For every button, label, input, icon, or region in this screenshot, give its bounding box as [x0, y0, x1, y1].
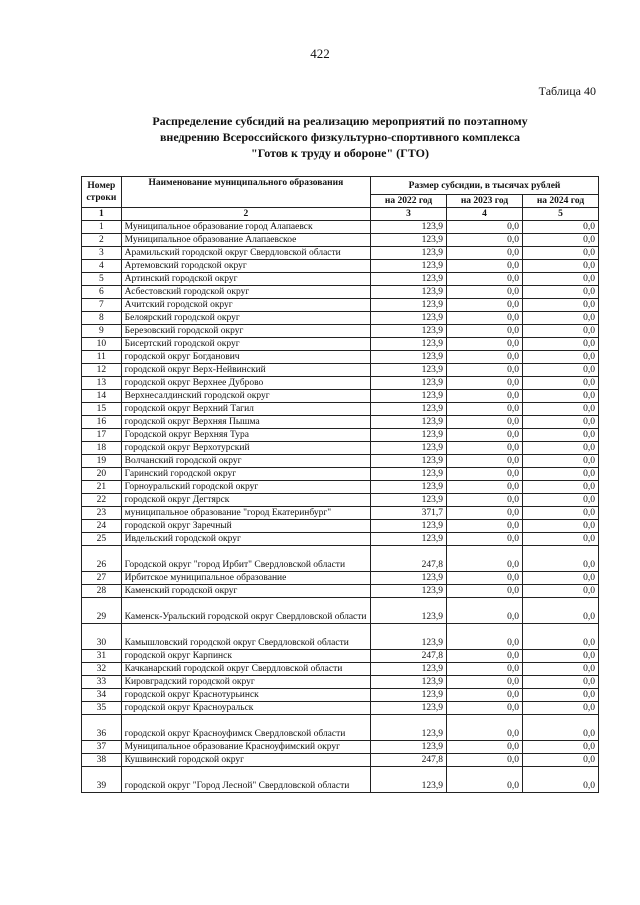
row-number-cell: 39	[82, 767, 122, 793]
subsidy-2024-cell: 0,0	[522, 572, 598, 585]
row-number-cell: 35	[82, 702, 122, 715]
municipality-name-cell: Ивдельский городской округ	[121, 533, 370, 546]
municipality-name-cell: городской округ Красноуфимск Свердловской области	[121, 715, 370, 741]
row-number-cell: 4	[82, 260, 122, 273]
municipality-name-cell: городской округ Красноуральск	[121, 702, 370, 715]
subsidy-2023-cell: 0,0	[447, 585, 523, 598]
table-row	[82, 767, 599, 793]
row-number-cell: 31	[82, 650, 122, 663]
subsidy-2023-cell: 0,0	[447, 247, 523, 260]
row-number-cell: 34	[82, 689, 122, 702]
title-line: "Готов к труду и обороне" (ГТО)	[251, 146, 429, 160]
subsidy-2022-cell: 247,8	[371, 754, 447, 767]
row-number-cell: 30	[82, 624, 122, 650]
header-row-number	[82, 177, 122, 208]
table-row	[82, 715, 599, 741]
header-2024: на 2024 год	[522, 195, 598, 208]
row-number-cell: 14	[82, 390, 122, 403]
subsidy-2023-cell: 0,0	[447, 442, 523, 455]
subsidy-2023-cell: 0,0	[447, 546, 523, 572]
subsidy-2024-cell: 0,0	[522, 416, 598, 429]
table-row	[82, 403, 599, 416]
subsidy-2022-cell: 123,9	[371, 338, 447, 351]
header-col-number: 5	[522, 208, 598, 221]
subsidy-2024-cell: 0,0	[522, 481, 598, 494]
subsidy-2024-cell: 0,0	[522, 273, 598, 286]
municipality-name-cell: Муниципальное образование Красноуфимский округ	[121, 741, 370, 754]
subsidy-2023-cell: 0,0	[447, 299, 523, 312]
municipality-name-cell: городской округ Карпинск	[121, 650, 370, 663]
table-row	[82, 624, 599, 650]
municipality-name-cell: Кировградский городской округ	[121, 676, 370, 689]
row-number-cell: 36	[82, 715, 122, 741]
subsidy-2024-cell: 0,0	[522, 468, 598, 481]
header-row-number-line: Номер	[87, 181, 116, 191]
municipality-name-cell: Горноуральский городской округ	[121, 481, 370, 494]
subsidy-2023-cell: 0,0	[447, 520, 523, 533]
table-row	[82, 273, 599, 286]
row-number-cell: 17	[82, 429, 122, 442]
municipality-name-cell: Муниципальное образование Алапаевское	[121, 234, 370, 247]
row-number-cell: 10	[82, 338, 122, 351]
table-row	[82, 702, 599, 715]
subsidy-2022-cell: 123,9	[371, 481, 447, 494]
subsidy-2022-cell: 123,9	[371, 455, 447, 468]
table-row	[82, 663, 599, 676]
subsidy-2023-cell: 0,0	[447, 507, 523, 520]
subsidy-2024-cell: 0,0	[522, 338, 598, 351]
table-row	[82, 442, 599, 455]
subsidy-2022-cell: 123,9	[371, 572, 447, 585]
subsidy-2024-cell: 0,0	[522, 533, 598, 546]
subsidy-2022-cell: 123,9	[371, 715, 447, 741]
subsidy-2023-cell: 0,0	[447, 429, 523, 442]
municipality-name-cell: городской округ Верх-Нейвинский	[121, 364, 370, 377]
subsidy-2024-cell: 0,0	[522, 702, 598, 715]
row-number-cell: 13	[82, 377, 122, 390]
row-number-cell: 29	[82, 598, 122, 624]
page-number: 422	[310, 46, 330, 61]
municipality-name-cell: Верхнесалдинский городской округ	[121, 390, 370, 403]
table-row	[82, 234, 599, 247]
subsidy-2022-cell: 123,9	[371, 273, 447, 286]
table-row	[82, 325, 599, 338]
row-number-cell: 33	[82, 676, 122, 689]
subsidy-2023-cell: 0,0	[447, 377, 523, 390]
subsidy-2022-cell: 123,9	[371, 429, 447, 442]
subsidy-2023-cell: 0,0	[447, 416, 523, 429]
subsidy-2022-cell: 123,9	[371, 741, 447, 754]
table-row	[82, 741, 599, 754]
table-row	[82, 676, 599, 689]
subsidy-2023-cell: 0,0	[447, 351, 523, 364]
table-row	[82, 390, 599, 403]
subsidy-2023-cell: 0,0	[447, 468, 523, 481]
table-row	[82, 351, 599, 364]
header-name: Наименование муниципального образования	[121, 177, 370, 208]
row-number-cell: 27	[82, 572, 122, 585]
subsidy-table	[81, 176, 599, 793]
subsidy-2022-cell: 123,9	[371, 364, 447, 377]
header-col-number: 1	[82, 208, 122, 221]
subsidy-2024-cell: 0,0	[522, 689, 598, 702]
municipality-name-cell: Каменский городской округ	[121, 585, 370, 598]
subsidy-2024-cell: 0,0	[522, 546, 598, 572]
subsidy-2022-cell: 123,9	[371, 520, 447, 533]
subsidy-2022-cell: 123,9	[371, 403, 447, 416]
header-col-number: 4	[447, 208, 523, 221]
row-number-cell: 28	[82, 585, 122, 598]
municipality-name-cell: городской округ Заречный	[121, 520, 370, 533]
row-number-cell: 32	[82, 663, 122, 676]
subsidy-2023-cell: 0,0	[447, 715, 523, 741]
subsidy-2024-cell: 0,0	[522, 598, 598, 624]
table-row	[82, 429, 599, 442]
table-row	[82, 481, 599, 494]
row-number-cell: 18	[82, 442, 122, 455]
table-row	[82, 338, 599, 351]
table-label: Таблица 40	[538, 84, 596, 98]
subsidy-2022-cell: 123,9	[371, 351, 447, 364]
header-2022: на 2022 год	[371, 195, 447, 208]
subsidy-2024-cell: 0,0	[522, 455, 598, 468]
subsidy-2023-cell: 0,0	[447, 364, 523, 377]
municipality-name-cell: городской округ Верхний Тагил	[121, 403, 370, 416]
table-row	[82, 572, 599, 585]
subsidy-2024-cell: 0,0	[522, 234, 598, 247]
subsidy-2022-cell: 123,9	[371, 221, 447, 234]
table-row	[82, 689, 599, 702]
table-row	[82, 455, 599, 468]
row-number-cell: 15	[82, 403, 122, 416]
row-number-cell: 20	[82, 468, 122, 481]
row-number-cell: 9	[82, 325, 122, 338]
subsidy-2024-cell: 0,0	[522, 429, 598, 442]
subsidy-2024-cell: 0,0	[522, 767, 598, 793]
row-number-cell: 12	[82, 364, 122, 377]
table-row	[82, 286, 599, 299]
header-subsidy-group: Размер субсидии, в тысячах рублей	[371, 177, 599, 195]
row-number-cell: 24	[82, 520, 122, 533]
municipality-name-cell: Белоярский городской округ	[121, 312, 370, 325]
row-number-cell: 2	[82, 234, 122, 247]
table-row	[82, 546, 599, 572]
subsidy-2022-cell: 123,9	[371, 390, 447, 403]
subsidy-2023-cell: 0,0	[447, 598, 523, 624]
municipality-name-cell: городской округ "Город Лесной" Свердловской области	[121, 767, 370, 793]
subsidy-2022-cell: 123,9	[371, 325, 447, 338]
table-row	[82, 494, 599, 507]
subsidy-2023-cell: 0,0	[447, 338, 523, 351]
header-col-number: 3	[371, 208, 447, 221]
row-number-cell: 37	[82, 741, 122, 754]
municipality-name-cell: Ачитский городской округ	[121, 299, 370, 312]
table-row	[82, 585, 599, 598]
table-row	[82, 598, 599, 624]
subsidy-2024-cell: 0,0	[522, 754, 598, 767]
subsidy-2022-cell: 123,9	[371, 299, 447, 312]
subsidy-2024-cell: 0,0	[522, 221, 598, 234]
subsidy-2023-cell: 0,0	[447, 390, 523, 403]
table-row	[82, 650, 599, 663]
subsidy-2023-cell: 0,0	[447, 689, 523, 702]
municipality-name-cell: городской округ Краснотурьинск	[121, 689, 370, 702]
municipality-name-cell: городской округ Богданович	[121, 351, 370, 364]
header-col-number: 2	[121, 208, 370, 221]
table-body	[82, 221, 599, 793]
subsidy-2023-cell: 0,0	[447, 533, 523, 546]
row-number-cell: 8	[82, 312, 122, 325]
row-number-cell: 19	[82, 455, 122, 468]
municipality-name-cell: Артинский городской округ	[121, 273, 370, 286]
subsidy-2024-cell: 0,0	[522, 585, 598, 598]
subsidy-2022-cell: 123,9	[371, 663, 447, 676]
municipality-name-cell: Качканарский городской округ Свердловской области	[121, 663, 370, 676]
subsidy-2023-cell: 0,0	[447, 325, 523, 338]
table-row	[82, 260, 599, 273]
subsidy-2024-cell: 0,0	[522, 364, 598, 377]
row-number-cell: 23	[82, 507, 122, 520]
subsidy-2022-cell: 123,9	[371, 416, 447, 429]
subsidy-2024-cell: 0,0	[522, 325, 598, 338]
subsidy-2023-cell: 0,0	[447, 767, 523, 793]
subsidy-2023-cell: 0,0	[447, 312, 523, 325]
subsidy-2022-cell: 247,8	[371, 650, 447, 663]
municipality-name-cell: Асбестовский городской округ	[121, 286, 370, 299]
subsidy-2023-cell: 0,0	[447, 234, 523, 247]
row-number-cell: 21	[82, 481, 122, 494]
municipality-name-cell: городской округ Верхнее Дуброво	[121, 377, 370, 390]
municipality-name-cell: городской округ Верхняя Пышма	[121, 416, 370, 429]
municipality-name-cell: муниципальное образование "город Екатеринбург"	[121, 507, 370, 520]
title-line: внедрению Всероссийского физкультурно-спортивного комплекса	[159, 130, 521, 144]
subsidy-2024-cell: 0,0	[522, 442, 598, 455]
subsidy-2022-cell: 123,9	[371, 234, 447, 247]
table-row	[82, 247, 599, 260]
subsidy-2023-cell: 0,0	[447, 702, 523, 715]
subsidy-2024-cell: 0,0	[522, 299, 598, 312]
table-row	[82, 364, 599, 377]
table-row	[82, 468, 599, 481]
subsidy-2024-cell: 0,0	[522, 351, 598, 364]
subsidy-2024-cell: 0,0	[522, 247, 598, 260]
subsidy-2022-cell: 123,9	[371, 260, 447, 273]
subsidy-2023-cell: 0,0	[447, 624, 523, 650]
subsidy-2023-cell: 0,0	[447, 221, 523, 234]
row-number-cell: 26	[82, 546, 122, 572]
subsidy-2022-cell: 123,9	[371, 533, 447, 546]
subsidy-2022-cell: 123,9	[371, 286, 447, 299]
subsidy-2022-cell: 123,9	[371, 624, 447, 650]
document-title	[80, 113, 600, 161]
subsidy-2024-cell: 0,0	[522, 676, 598, 689]
subsidy-2022-cell: 371,7	[371, 507, 447, 520]
table-row	[82, 377, 599, 390]
municipality-name-cell: Каменск-Уральский городской округ Свердловской области	[121, 598, 370, 624]
municipality-name-cell: городской округ Верхотурский	[121, 442, 370, 455]
subsidy-2024-cell: 0,0	[522, 663, 598, 676]
subsidy-2022-cell: 123,9	[371, 689, 447, 702]
subsidy-2024-cell: 0,0	[522, 494, 598, 507]
subsidy-2022-cell: 123,9	[371, 494, 447, 507]
subsidy-2023-cell: 0,0	[447, 260, 523, 273]
row-number-cell: 38	[82, 754, 122, 767]
table-row	[82, 520, 599, 533]
title-line: Распределение субсидий на реализацию мероприятий по поэтапному	[152, 114, 528, 128]
row-number-cell: 11	[82, 351, 122, 364]
table-row	[82, 221, 599, 234]
subsidy-2024-cell: 0,0	[522, 403, 598, 416]
row-number-cell: 22	[82, 494, 122, 507]
subsidy-2023-cell: 0,0	[447, 663, 523, 676]
table-row	[82, 299, 599, 312]
subsidy-2023-cell: 0,0	[447, 754, 523, 767]
row-number-cell: 5	[82, 273, 122, 286]
municipality-name-cell: Муниципальное образование город Алапаевск	[121, 221, 370, 234]
table-row	[82, 507, 599, 520]
municipality-name-cell: Ирбитское муниципальное образование	[121, 572, 370, 585]
subsidy-2022-cell: 123,9	[371, 247, 447, 260]
municipality-name-cell: Березовский городской округ	[121, 325, 370, 338]
subsidy-2024-cell: 0,0	[522, 520, 598, 533]
table-row	[82, 754, 599, 767]
municipality-name-cell: Волчанский городской округ	[121, 455, 370, 468]
municipality-name-cell: Городской округ Верхняя Тура	[121, 429, 370, 442]
municipality-name-cell: городской округ Дегтярск	[121, 494, 370, 507]
municipality-name-cell: Артемовский городской округ	[121, 260, 370, 273]
subsidy-2023-cell: 0,0	[447, 494, 523, 507]
subsidy-2022-cell: 123,9	[371, 585, 447, 598]
municipality-name-cell: Арамильский городской округ Свердловской области	[121, 247, 370, 260]
subsidy-2024-cell: 0,0	[522, 377, 598, 390]
table-row	[82, 533, 599, 546]
subsidy-2023-cell: 0,0	[447, 650, 523, 663]
subsidy-2022-cell: 123,9	[371, 442, 447, 455]
table-row	[82, 416, 599, 429]
subsidy-2022-cell: 123,9	[371, 702, 447, 715]
subsidy-2022-cell: 123,9	[371, 676, 447, 689]
subsidy-2024-cell: 0,0	[522, 624, 598, 650]
header-2023: на 2023 год	[447, 195, 523, 208]
subsidy-2023-cell: 0,0	[447, 481, 523, 494]
row-number-cell: 25	[82, 533, 122, 546]
subsidy-2024-cell: 0,0	[522, 312, 598, 325]
subsidy-2023-cell: 0,0	[447, 572, 523, 585]
row-number-cell: 3	[82, 247, 122, 260]
subsidy-2022-cell: 123,9	[371, 598, 447, 624]
row-number-cell: 7	[82, 299, 122, 312]
table-row	[82, 312, 599, 325]
subsidy-2024-cell: 0,0	[522, 741, 598, 754]
municipality-name-cell: Кушвинский городской округ	[121, 754, 370, 767]
subsidy-2024-cell: 0,0	[522, 715, 598, 741]
municipality-name-cell: Городской округ "город Ирбит" Свердловской области	[121, 546, 370, 572]
subsidy-2024-cell: 0,0	[522, 286, 598, 299]
subsidy-2024-cell: 0,0	[522, 507, 598, 520]
subsidy-2023-cell: 0,0	[447, 741, 523, 754]
municipality-name-cell: Камышловский городской округ Свердловской области	[121, 624, 370, 650]
subsidy-2023-cell: 0,0	[447, 676, 523, 689]
municipality-name-cell: Гаринский городской округ	[121, 468, 370, 481]
subsidy-2024-cell: 0,0	[522, 260, 598, 273]
subsidy-2023-cell: 0,0	[447, 273, 523, 286]
subsidy-2022-cell: 247,8	[371, 546, 447, 572]
header-row-number-line: строки	[86, 193, 117, 203]
subsidy-2023-cell: 0,0	[447, 455, 523, 468]
subsidy-2022-cell: 123,9	[371, 377, 447, 390]
subsidy-2024-cell: 0,0	[522, 650, 598, 663]
subsidy-2023-cell: 0,0	[447, 403, 523, 416]
municipality-name-cell: Бисертский городской округ	[121, 338, 370, 351]
row-number-cell: 16	[82, 416, 122, 429]
row-number-cell: 1	[82, 221, 122, 234]
row-number-cell: 6	[82, 286, 122, 299]
subsidy-2024-cell: 0,0	[522, 390, 598, 403]
subsidy-2022-cell: 123,9	[371, 767, 447, 793]
subsidy-2022-cell: 123,9	[371, 312, 447, 325]
subsidy-2022-cell: 123,9	[371, 468, 447, 481]
subsidy-2023-cell: 0,0	[447, 286, 523, 299]
